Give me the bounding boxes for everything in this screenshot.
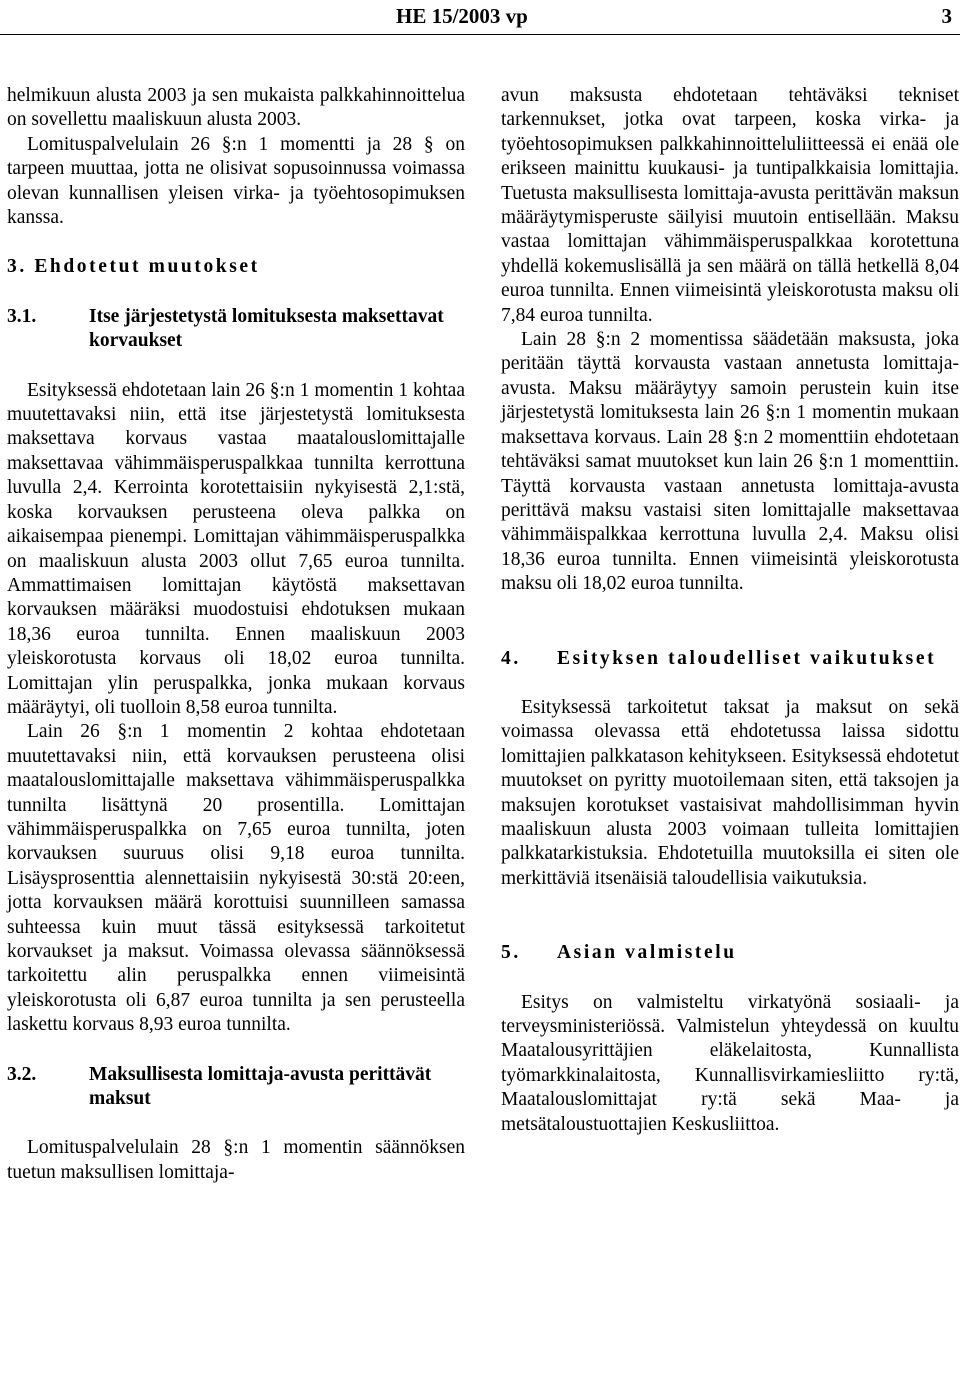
subsection-heading-3-1 <box>7 305 465 354</box>
section-title: Asian valmistelu <box>557 942 737 964</box>
paragraph: Lomituspalvelulain 28 §:n 1 momentin säännöksen tuetun maksullisen lomittaja- <box>7 1137 465 1183</box>
paragraph: Lomituspalvelulain 26 §:n 1 momentti ja 28 § on tarpeen muuttaa, jotta ne olisivat sopusoinnussa voimassa olevan kunnallisen yleisen virka- ja työehtosopimuksen kanssa. <box>7 133 465 229</box>
document-id: HE 15/2003 vp <box>396 4 528 28</box>
section-heading-5 <box>501 941 959 965</box>
left-column <box>7 84 465 1185</box>
right-column <box>501 84 959 1137</box>
paragraph: Lain 28 §:n 2 momentissa säädetään maksusta, joka peritään täyttä korvausta vastaan annetusta lomittaja-avusta. Maksu määräytyy samoin perustein kuin itse järjestetystä lomituksesta lain 26 §:n 1 momentin mukaan maksettava korvaus. Lain 28 §:n 2 momenttiin ehdotetaan tehtäväksi samat muutokset kun lain 26 §:n 1 momenttiin. Täyttä korvausta vastaan annetusta lomittaja-avusta perittävä maksu vastaisi siten lomittajalle maksettavaa vähimmäispalkkaa kerrottuna luvulla 2,4. Maksu olisi 18,36 euroa tunnilta. Ennen viimeisintä yleiskorotusta maksu oli 18,02 euroa tunnilta. <box>501 329 959 595</box>
subsection-number: 3.2. <box>7 1063 37 1085</box>
paragraph: helmikuun alusta 2003 ja sen mukaista palkkahinnoittelua on sovellettu maaliskuun alusta 2003. <box>7 85 465 131</box>
paragraph: avun maksusta ehdotetaan tehtäväksi tekniset tarkennukset, jotka ovat tarpeen, koska virka- ja työehtosopimuksen palkkahinnoitteluliitteessä ei enää ole erikseen mainittu kuukausi- ja tuntipalkkaisia lomittajia. Tuetusta maksullisesta lomittaja-avusta perittävän maksun määräytymisperuste säilyisi muutoin entisellään. Maksu vastaa lomittajan vähimmäisperuspalkkaa korotettuna yhdellä kokemuslisällä ja sen määrä on tällä hetkellä 8,04 euroa tunnilta. Ennen viimeisintä yleiskorotusta maksu oli 7,84 euroa tunnilta. <box>501 85 959 326</box>
page-number: 3 <box>941 4 952 28</box>
section-number: 4. <box>501 647 521 669</box>
paragraph: Esitys on valmisteltu virkatyönä sosiaali- ja terveysministeriössä. Valmistelun yhteydessä on kuultu Maatalousyrittäjien eläkelaitosta, Kunnallista työmarkkinalaitosta, Kunnallisvirkamiesliitto ry:tä, Maatalouslomittajat ry:tä sekä Maa- ja metsätaloustuottajien Keskusliittoa. <box>501 991 959 1135</box>
subsection-title: Itse järjestetystä lomituksesta maksettavat korvaukset <box>89 305 444 352</box>
section-heading-4 <box>501 647 959 671</box>
page-header <box>0 0 960 35</box>
section-number: 3. <box>7 256 27 278</box>
section-title: Esityksen taloudelliset vaikutukset <box>557 647 937 669</box>
section-title: Ehdotetut muutokset <box>34 256 260 278</box>
subsection-title: Maksullisesta lomittaja-avusta perittävät maksut <box>89 1063 432 1110</box>
section-heading-3 <box>7 255 465 279</box>
subsection-number: 3.1. <box>7 305 37 327</box>
paragraph: Esityksessä ehdotetaan lain 26 §:n 1 momentin 1 kohtaa muutettavaksi niin, että itse järjestetystä lomituksesta maksettava korvaus vastaa maatalouslomittajalle maksettavaa vähimmäisperuspalkkaa tunnilta kerrottuna luvulla 2,4. Kerrointa korotettaisiin nykyisestä 2,1:stä, koska korvauksen perusteena oleva palkka on aikaisempaa pienempi. Lomittajan vähimmäisperuspalkka on maaliskuun alusta 2003 ollut 7,65 euroa tunnilta. Ammattimaisen lomittajan käytöstä maksettavan korvauksen määräksi muodostuisi ehdotuksen mukaan 18,36 euroa tunnilta. Ennen maaliskuun 2003 yleiskorotusta korvaus oli 18,02 euroa tunnilta. Lomittajan ylin peruspalkka, jonka mukaan korvaus määräytyi, oli tuolloin 8,58 euroa tunnilta. <box>7 379 465 718</box>
subsection-heading-3-2 <box>7 1063 465 1112</box>
paragraph: Lain 26 §:n 1 momentin 2 kohtaa ehdotetaan muutettavaksi niin, että korvauksen perusteena olisi maatalouslomittajalle maksettava vähimmäisperuspalkka tunnilta lisättynä 20 prosentilla. Lomittajan vähimmäisperuspalkka on 7,65 euroa tunnilta, joten korvauksen suuruus olisi 9,18 euroa tunnilta. Lisäysprosenttia alennettaisiin nykyisestä 30:stä 20:een, jotta korvauksen määrä korottuisi suunnilleen samassa suhteessa kuin muut tässä esityksessä tarkoitetut korvaukset ja maksut. Voimassa olevassa säännöksessä tarkoitettu alin peruspalkka ennen viimeisintä yleiskorotusta oli 6,87 euroa tunnilta ja sen perusteella laskettu korvaus 8,93 euroa tunnilta. <box>7 721 465 1036</box>
paragraph: Esityksessä tarkoitetut taksat ja maksut on sekä voimassa olevassa että ehdotetussa laissa sidottu lomittajien palkkatason kehitykseen. Esityksessä ehdotetut muutokset on pyritty muotoilemaan siten, että taksojen ja maksujen korotukset vastaisivat mahdollisimman hyvin maaliskuun alusta 2003 voimaan tulleita lomittajien palkkatarkistuksia. Ehdotetuilla muutoksilla ei siten ole merkittäviä itsenäisiä taloudellisia vaikutuksia. <box>501 696 959 889</box>
section-number: 5. <box>501 942 521 964</box>
